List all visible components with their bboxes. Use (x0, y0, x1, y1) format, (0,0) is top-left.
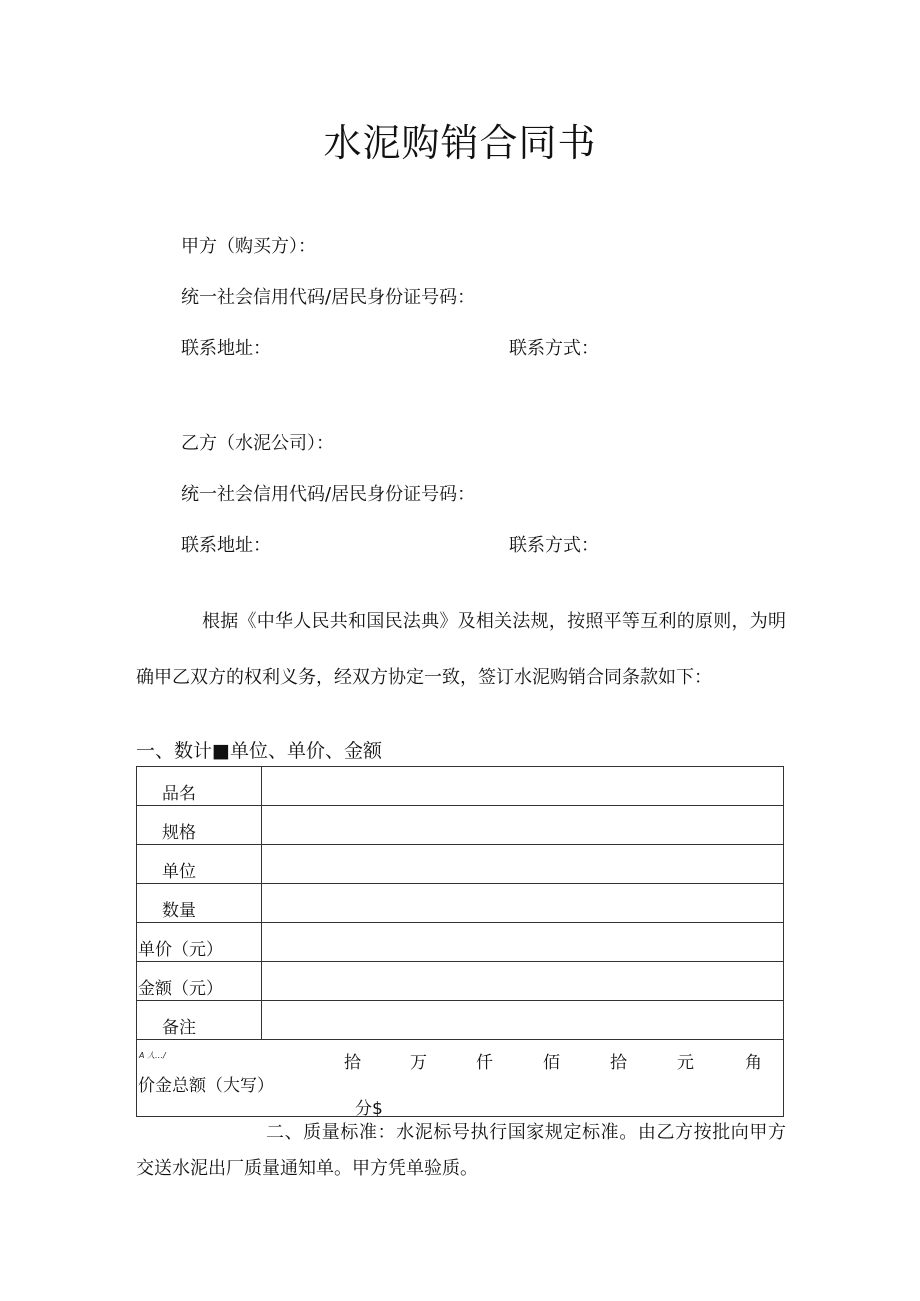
party-a-credit-code-label: 统一社会信用代码/居民身份证号码： (181, 287, 476, 308)
row-label-unit-price: 单价（元） (137, 923, 262, 962)
unit-cell[interactable] (262, 845, 784, 884)
document-title: 水泥购销合同书 (323, 121, 597, 165)
table-row (137, 962, 784, 1001)
unit-price-cell[interactable] (262, 923, 784, 962)
amount-cell[interactable] (262, 962, 784, 1001)
total-amount-label: 价金总额（大写） (138, 1076, 274, 1096)
party-a-heading: 甲方（购买方）： (181, 236, 316, 257)
table-row-total (137, 1040, 784, 1117)
section-1-heading: 一、数计■单位、单价、金额 (136, 740, 382, 762)
row-label-quantity: 数量 (137, 884, 262, 923)
remarks-cell[interactable] (262, 1001, 784, 1040)
unit-fen: 分$ (355, 1099, 383, 1119)
party-b-contact-label: 联系方式： (509, 535, 599, 556)
total-small-mark: A 人…/ (139, 1051, 166, 1060)
table-row (137, 845, 784, 884)
preamble-paragraph: 根据《中华人民共和国民法典》及相关法规，按照平等互利的原则，为明确甲乙双方的权利义务，经双方协定一致，签订水泥购销合同条款如下： (136, 611, 786, 688)
row-label-amount: 金额（元） (137, 962, 262, 1001)
unit-shi-1: 拾 (344, 1053, 361, 1073)
row-label-remarks: 备注 (137, 1001, 262, 1040)
table-row (137, 1001, 784, 1040)
table-row (137, 923, 784, 962)
row-label-product-name: 品名 (137, 767, 262, 806)
total-amount-cell[interactable] (137, 1040, 784, 1117)
section-2-paragraph: 二、质量标准：水泥标号执行国家规定标准。由乙方按批向甲方交送水泥出厂质量通知单。甲方凭单验质。 (136, 1122, 786, 1179)
spec-cell[interactable] (262, 806, 784, 845)
unit-bai: 佰 (543, 1053, 560, 1073)
unit-yuan: 元 (677, 1053, 694, 1073)
pricing-table (136, 766, 784, 1117)
party-b-heading: 乙方（水泥公司）： (181, 433, 334, 454)
quantity-cell[interactable] (262, 884, 784, 923)
table-row (137, 806, 784, 845)
row-label-unit: 单位 (137, 845, 262, 884)
unit-jiao: 角 (745, 1053, 762, 1073)
party-b-address-label: 联系地址： (181, 535, 271, 556)
table-row (137, 884, 784, 923)
unit-qian: 仟 (476, 1053, 493, 1073)
party-a-address-label: 联系地址： (181, 338, 271, 359)
party-a-contact-label: 联系方式： (509, 338, 599, 359)
row-label-spec: 规格 (137, 806, 262, 845)
unit-wan: 万 (410, 1053, 427, 1073)
party-b-credit-code-label: 统一社会信用代码/居民身份证号码： (181, 484, 476, 505)
unit-shi-2: 拾 (610, 1053, 627, 1073)
product-name-cell[interactable] (262, 767, 784, 806)
table-row (137, 767, 784, 806)
